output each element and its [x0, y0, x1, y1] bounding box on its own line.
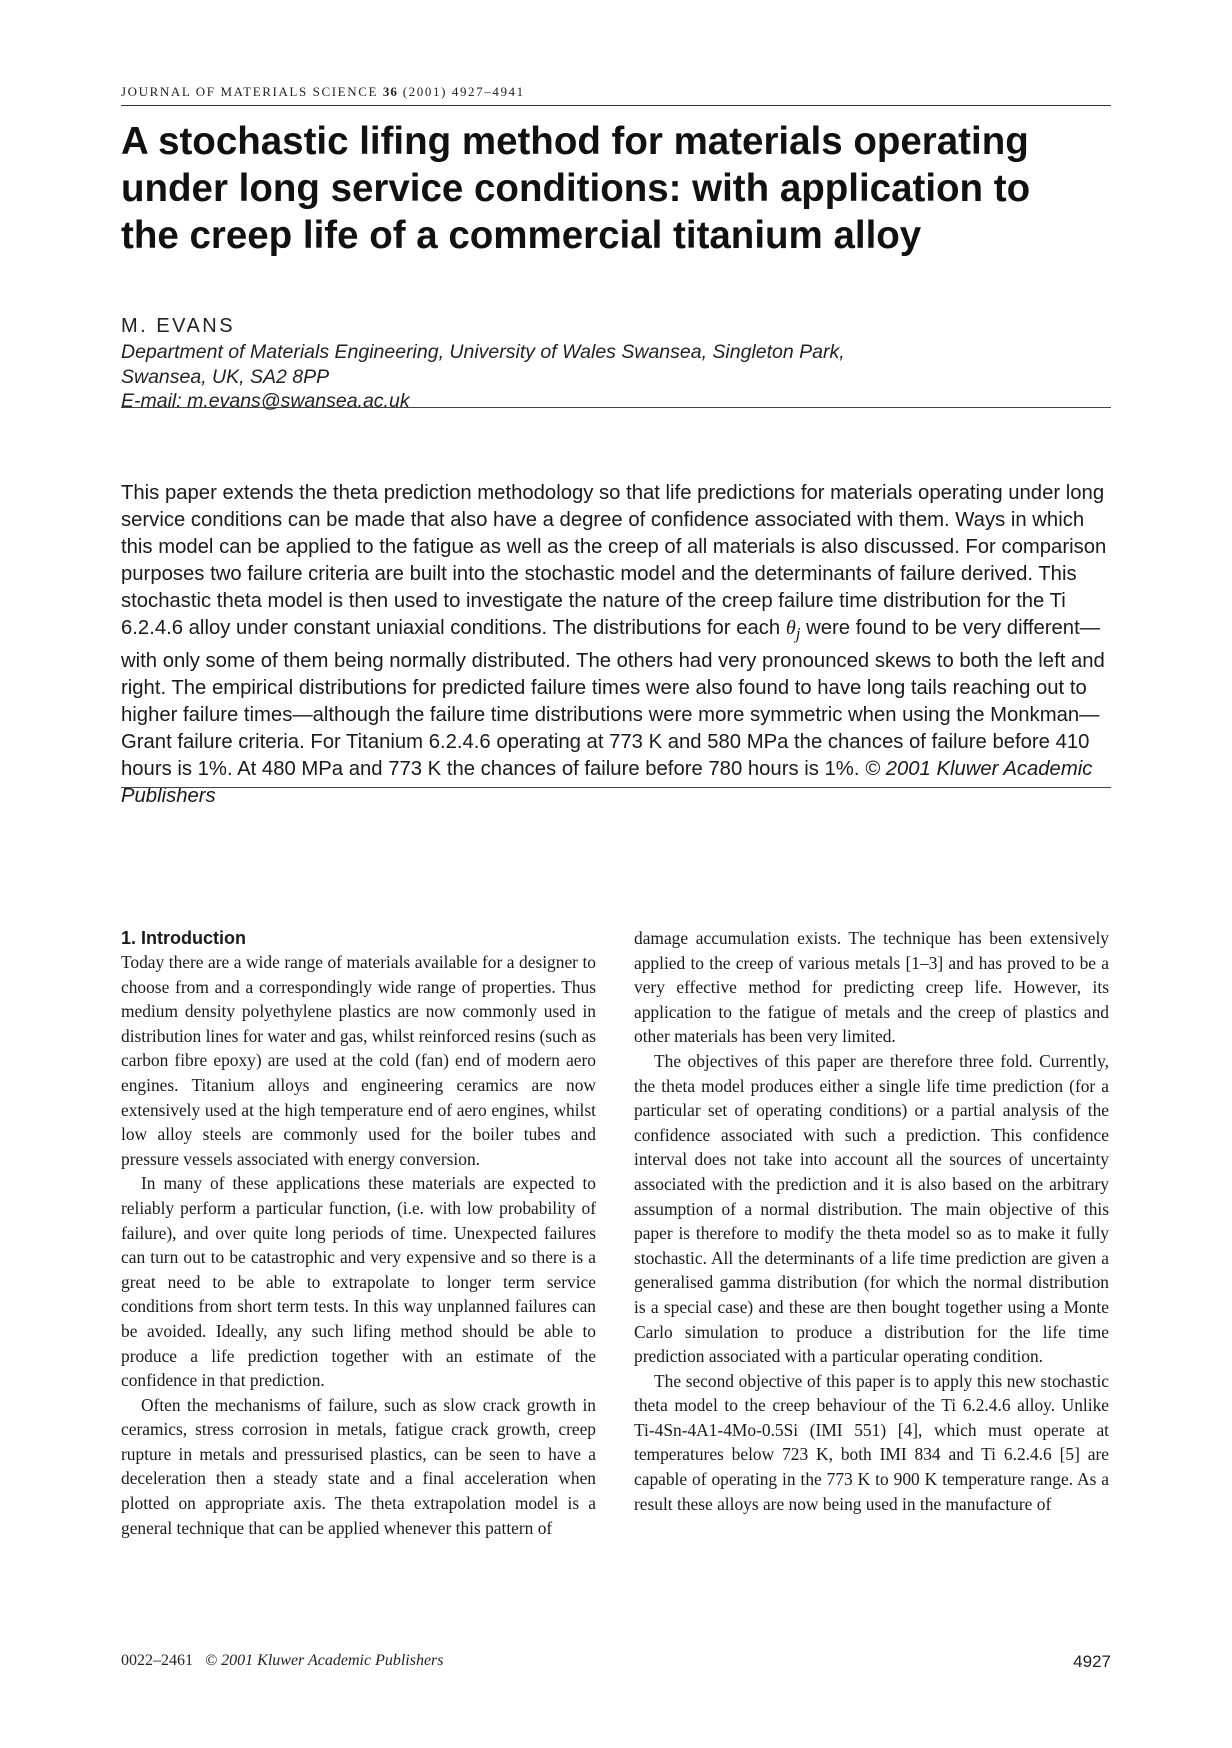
title-line: A stochastic lifing method for materials operating [121, 120, 1029, 163]
abstract-text: were found to be very different—with only some of them being normally distributed. The others had very pronounced skews to both the left and right. The empirical distributions for predicted failure times were also found to have long tails reaching out to higher failure times—although the failure time distributions were more symmetric when using the Monkman—Grant failure criteria. For Titanium 6.2.4.6 operating at 773 K and 580 MPa the chances of failure before 410 hours is 1%. At 480 MPa and 773 K the chances of failure before 780 hours is 1%. [121, 617, 1105, 780]
body-paragraph: The objectives of this paper are therefore three fold. Currently, the theta model produces either a single life time prediction (for a particular set of operating conditions) or a partial analysis of the confidence associated with such a prediction. This confidence interval does not take into account all the sources of uncertainty associated with the prediction and it is also based on the arbitrary assumption of a normal distribution. The main objective of this paper is therefore to modify the theta model so as to make it fully stochastic. All the determinants of a life time prediction are given a generalised gamma distribution (for which the normal distribution is a special case) and these are then bought together using a Monte Carlo simulation to produce a distribution for the life time prediction associated with a particular operating condition. [634, 1050, 1109, 1367]
paper-title [121, 118, 1111, 259]
author-name: M. EVANS [121, 315, 236, 337]
journal-year-pages: (2001) 4927–4941 [402, 84, 525, 99]
title-line: under long service conditions: with application to [121, 167, 1031, 210]
paper-page [121, 0, 1111, 1748]
body-paragraph: Today there are a wide range of materials available for a designer to choose from and a correspondingly wide range of properties. Thus medium density polyethylene plastics are now commonly used in distribution lines for water and gas, whilst reinforced resins (such as carbon fibre epoxy) are used at the cold (fan) end of modern aero engines. Titanium alloys and engineering ceramics are now extensively used at the high temperature end of aero engines, whilst low alloy steels are commonly used for the boiler tubes and pressure vessels associated with energy conversion. [121, 952, 596, 1169]
left-column [121, 926, 596, 1540]
body-paragraph: The second objective of this paper is to apply this new stochastic theta model to the creep behaviour of the Ti 6.2.4.6 alloy. Unlike Ti-4Sn-4A1-4Mo-0.5Si (IMI 551) [4], which must operate at temperatures below 723 K, both IMI 834 and Ti 6.2.4.6 [5] are capable of operating in the 773 K to 900 K temperature range. As a result these alloys are now being used in the manufacture of [634, 1370, 1109, 1514]
theta-symbol: θ [785, 617, 796, 640]
abstract-copyright: © 2001 Kluwer Academic Publishers [121, 757, 1093, 808]
right-column [634, 926, 1109, 1516]
page-footer [121, 1652, 1111, 1676]
body-paragraph: damage accumulation exists. The technique has been extensively applied to the creep of various metals [1–3] and has proved to be a very effective method for predicting creep life. However, its application to the fatigue of metals and the creep of plastics and other materials has been very limited. [634, 928, 1109, 1047]
author-affiliation [121, 340, 1111, 414]
section-heading: 1. Introduction [121, 928, 246, 948]
affiliation-line: Department of Materials Engineering, University of Wales Swansea, Singleton Park, [121, 341, 845, 363]
email-line: E-mail: m.evans@swansea.ac.uk [121, 390, 410, 412]
abstract-bottom-rule [121, 787, 1111, 788]
journal-name: JOURNAL OF MATERIALS SCIENCE [121, 84, 379, 99]
abstract-top-rule [121, 407, 1111, 408]
issn: 0022–2461 [121, 1652, 193, 1669]
journal-volume: 36 [382, 84, 398, 99]
running-head [121, 84, 1111, 100]
body-paragraph: In many of these applications these materials are expected to reliably perform a particular function, (i.e. with low probability of failure), and over quite long periods of time. Unexpected failures can turn out to be catastrophic and very expensive and so there is a great need to be able to extrapolate to longer term service conditions from short term tests. In this way unplanned failures can be avoided. Ideally, any such lifing method should be able to produce a life prediction together with an estimate of the confidence in that prediction. [121, 1173, 596, 1391]
page-number: 4927 [1073, 1652, 1111, 1671]
footer-citation [121, 1652, 444, 1670]
footer-copyright: © 2001 Kluwer Academic Publishers [205, 1652, 444, 1669]
abstract-text: This paper extends the theta prediction methodology so that life predictions for materials operating under long service conditions can be made that also have a degree of confidence associated with them. Ways in which this model can be applied to the fatigue as well as the creep of all materials is also discussed. For comparison purposes two failure criteria are built into the stochastic model and the determinants of failure derived. This stochastic theta model is then used to investigate the nature of the creep failure time distribution for the Ti 6.2.4.6 alloy under constant uniaxial conditions. The distributions for each [121, 482, 1107, 640]
theta-subscript: j [795, 624, 801, 644]
abstract [121, 480, 1111, 810]
header-rule [121, 105, 1111, 106]
body-paragraph: Often the mechanisms of failure, such as slow crack growth in ceramics, stress corrosion in metals, fatigue crack growth, creep rupture in metals and pressurised plastics, can be seen to have a deceleration then a steady state and a final acceleration when plotted on appropriate axis. The theta extrapolation model is a general technique that can be applied whenever this pattern of [121, 1394, 596, 1538]
title-line: the creep life of a commercial titanium alloy [121, 214, 922, 257]
affiliation-line: Swansea, UK, SA2 8PP [121, 365, 330, 388]
